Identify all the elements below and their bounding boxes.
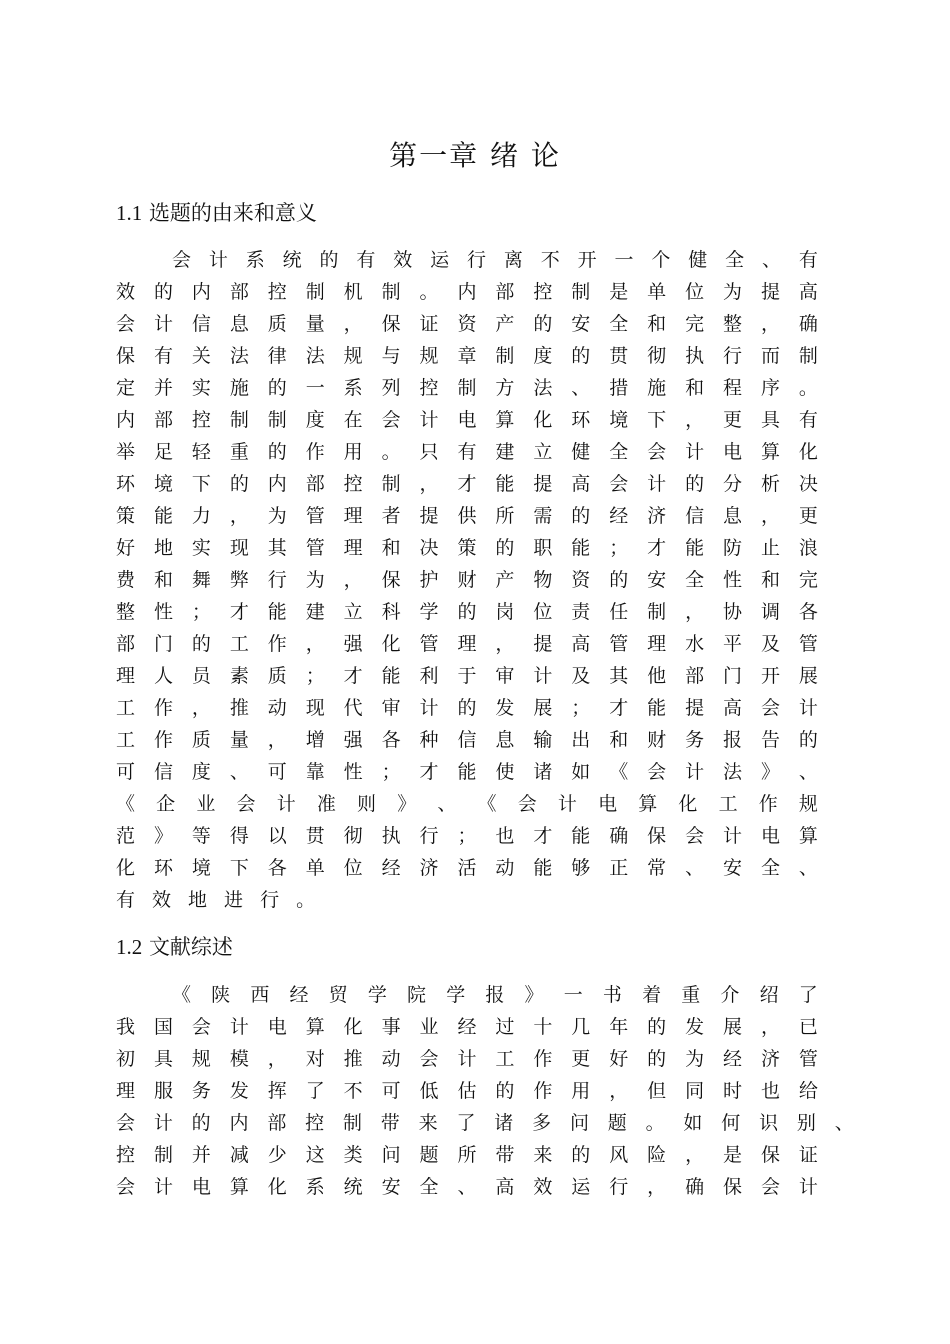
text-line: 策 能 力 ， 为 管 理 者 提 供 所 需 的 经 济 信 息 ， 更 <box>116 505 818 527</box>
text-line: 保 有 关 法 律 法 规 与 规 章 制 度 的 贯 彻 执 行 而 制 <box>116 345 818 367</box>
text-line: 《 企 业 会 计 准 则 》 、 《 会 计 电 算 化 工 作 规 <box>116 793 818 815</box>
text-line: 范 》 等 得 以 贯 彻 执 行 ； 也 才 能 确 保 会 计 电 算 <box>116 825 818 847</box>
chapter-title: 第一章 绪 论 <box>389 139 561 172</box>
text-line: 有 效 地 进 行 。 <box>116 889 316 911</box>
text-line: 初 具 规 模 ， 对 推 动 会 计 工 作 更 好 的 为 经 济 管 <box>116 1048 818 1070</box>
text-line: 化 环 境 下 各 单 位 经 济 活 动 能 够 正 常 、 安 全 、 <box>116 857 818 879</box>
section-heading-1-2 <box>116 932 233 962</box>
section-number: 1.1 <box>116 201 143 225</box>
text-line: 部 门 的 工 作 ， 强 化 管 理 ， 提 高 管 理 水 平 及 管 <box>116 633 818 655</box>
section-title: 选题的由来和意义 <box>148 201 317 225</box>
text-line: 会 计 信 息 质 量 ， 保 证 资 产 的 安 全 和 完 整 ， 确 <box>116 313 818 335</box>
text-line: 整 性 ； 才 能 建 立 科 学 的 岗 位 责 任 制 ， 协 调 各 <box>116 601 818 623</box>
text-line: 理 服 务 发 挥 了 不 可 低 估 的 作 用 ， 但 同 时 也 给 <box>116 1080 818 1102</box>
text-line: 定 并 实 施 的 一 系 列 控 制 方 法 、 措 施 和 程 序 。 <box>116 377 818 399</box>
text-line: 举 足 轻 重 的 作 用 。 只 有 建 立 健 全 会 计 电 算 化 <box>116 441 818 463</box>
section-title: 文献综述 <box>148 935 233 959</box>
text-line: 工 作 ， 推 动 现 代 审 计 的 发 展 ； 才 能 提 高 会 计 <box>116 697 818 719</box>
text-line: 内 部 控 制 制 度 在 会 计 电 算 化 环 境 下 ， 更 具 有 <box>116 409 818 431</box>
text-line: 费 和 舞 弊 行 为 ， 保 护 财 产 物 资 的 安 全 性 和 完 <box>116 569 818 591</box>
section-number: 1.2 <box>116 935 143 959</box>
text-line: 理 人 员 素 质 ； 才 能 利 于 审 计 及 其 他 部 门 开 展 <box>116 665 818 687</box>
text-line: 会 计 的 内 部 控 制 带 来 了 诸 多 问 题 。 如 何 识 别 、 <box>116 1112 854 1134</box>
text-line: 好 地 实 现 其 管 理 和 决 策 的 职 能 ； 才 能 防 止 浪 <box>116 537 818 559</box>
text-line: 会 计 电 算 化 系 统 安 全 、 高 效 运 行 ， 确 保 会 计 <box>116 1176 818 1198</box>
text-line: 控 制 并 减 少 这 类 问 题 所 带 来 的 风 险 ， 是 保 证 <box>116 1144 818 1166</box>
text-line: 可 信 度 、 可 靠 性 ； 才 能 使 诸 如 《 会 计 法 》 、 <box>116 761 818 783</box>
text-line: 《 陕 西 经 贸 学 院 学 报 》 一 书 着 重 介 绍 了 <box>172 984 818 1006</box>
text-line: 我 国 会 计 电 算 化 事 业 经 过 十 几 年 的 发 展 ， 已 <box>116 1016 818 1038</box>
text-line: 效 的 内 部 控 制 机 制 。 内 部 控 制 是 单 位 为 提 高 <box>116 281 818 303</box>
text-line: 工 作 质 量 ， 增 强 各 种 信 息 输 出 和 财 务 报 告 的 <box>116 729 818 751</box>
text-line: 会 计 系 统 的 有 效 运 行 离 不 开 一 个 健 全 、 有 <box>172 249 818 271</box>
section-heading-1-1 <box>116 198 317 228</box>
text-line: 环 境 下 的 内 部 控 制 ， 才 能 提 高 会 计 的 分 析 决 <box>116 473 818 495</box>
